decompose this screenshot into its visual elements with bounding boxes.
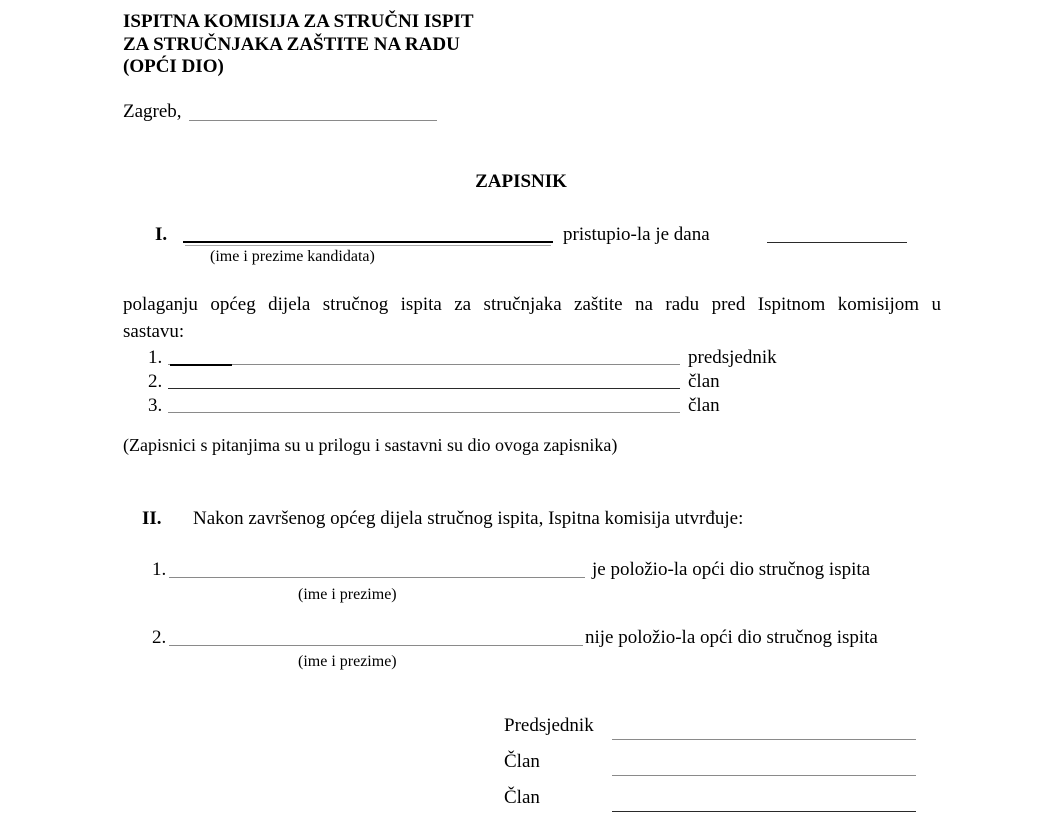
signature-blank (612, 719, 916, 740)
committee-letterhead (123, 11, 474, 79)
section-i-numeral: I. (155, 224, 168, 245)
member-name-blank (168, 392, 680, 413)
signature-blank (612, 791, 916, 812)
exam-date-blank (767, 222, 907, 243)
member-name-blank (168, 344, 680, 365)
result-name-blank (169, 625, 583, 646)
signature-role: Član (504, 787, 540, 808)
section-ii-numeral: II. (142, 508, 162, 529)
result-outcome: je položio-la opći dio stručnog ispita (592, 559, 871, 580)
result-outcome: nije položio-la opći dio stručnog ispita (585, 627, 878, 648)
member-name-blank (168, 368, 680, 389)
member-role: predsjednik (688, 347, 777, 368)
letterhead-line-1: ISPITNA KOMISIJA ZA STRUČNI ISPIT (123, 11, 474, 32)
letterhead-line-2: ZA STRUČNJAKA ZAŠTITE NA RADU (123, 33, 460, 55)
signature-role: Član (504, 751, 540, 772)
result-number: 2. (152, 627, 167, 648)
place-label: Zagreb, (123, 101, 182, 122)
section-i-paragraph (123, 291, 941, 345)
member-role: član (688, 371, 720, 392)
member-number: 1. (148, 347, 163, 368)
member-number: 2. (148, 371, 163, 392)
candidate-name-caption: (ime i prezime kandidata) (210, 248, 375, 265)
result-name-blank (169, 557, 585, 578)
attended-text: pristupio-la je dana (563, 224, 710, 245)
letterhead-line-3: (OPĆI DIO) (123, 56, 224, 77)
paragraph-line-2: sastavu: (123, 321, 185, 342)
document-title: ZAPISNIK (475, 171, 567, 192)
signature-role: Predsjednik (504, 715, 594, 736)
result-number: 1. (152, 559, 167, 580)
signature-blank (612, 755, 916, 776)
candidate-name-blank (183, 221, 553, 243)
place-date-blank (189, 100, 437, 121)
paragraph-line-1: polaganju općeg dijela stručnog ispita za stručnjaka zaštite na radu pred Ispitnom komisijom u (123, 294, 941, 315)
result-name-caption: (ime i prezime) (298, 653, 397, 670)
member-role: član (688, 395, 720, 416)
member-number: 3. (148, 395, 163, 416)
result-name-caption: (ime i prezime) (298, 586, 397, 603)
section-ii-intro: Nakon završenog općeg dijela stručnog ispita, Ispitna komisija utvrđuje: (193, 508, 744, 529)
attachment-note: (Zapisnici s pitanjima su u prilogu i sastavni su dio ovoga zapisnika) (123, 435, 618, 455)
